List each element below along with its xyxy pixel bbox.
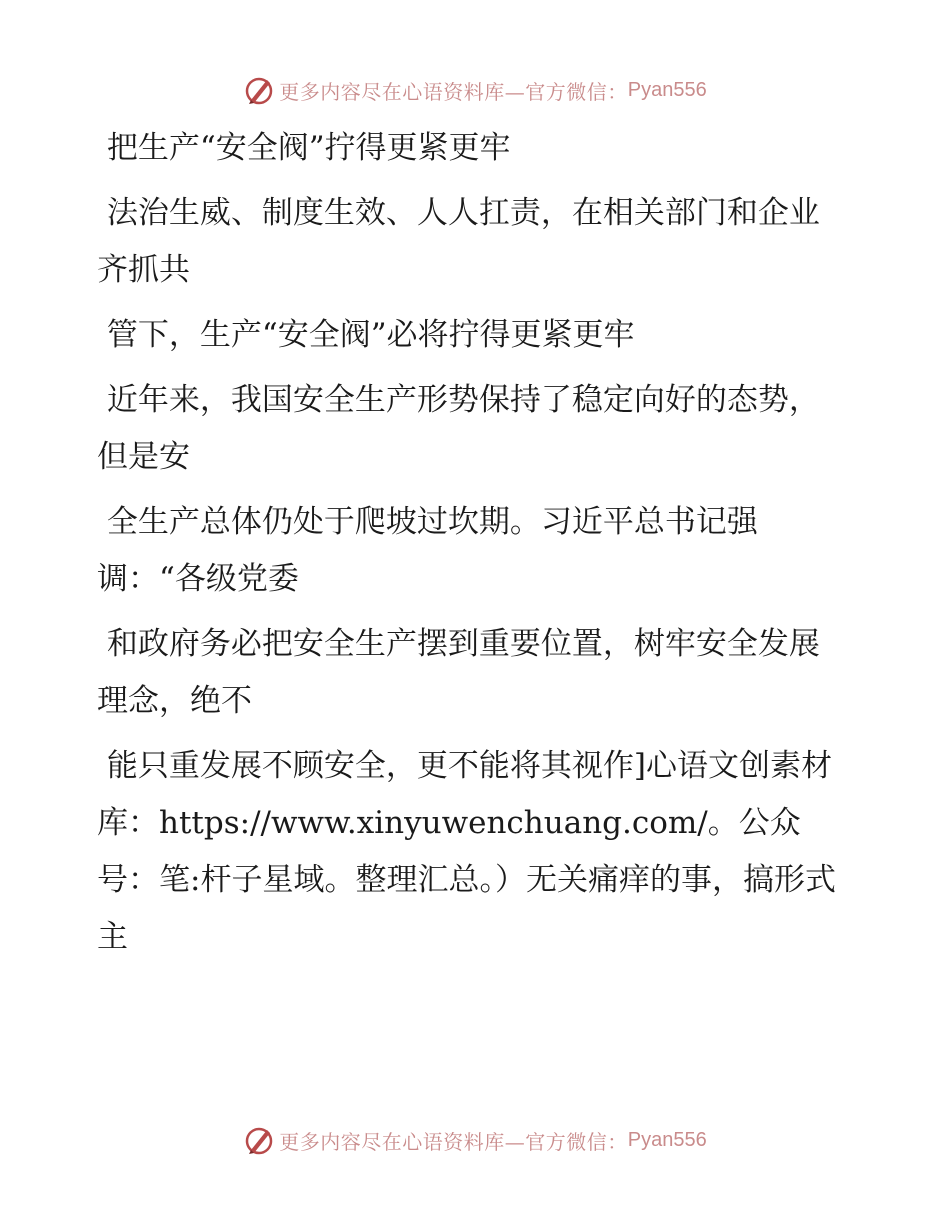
paragraph: 近年来，我国安全生产形势保持了稳定向好的态势，但是安 <box>97 382 820 475</box>
paragraph: 管下，生产“安全阀”必将拧得更紧更牢 <box>97 317 635 353</box>
header-banner-id: Pyan556 <box>627 78 707 101</box>
header-banner <box>0 70 950 110</box>
footer-banner-text: 更多内容尽在心语资料库—官方微信： <box>279 1129 628 1154</box>
paragraph: 把生产“安全阀”拧得更紧更牢 <box>97 130 511 166</box>
footer-banner <box>0 1120 950 1160</box>
header-banner-text: 更多内容尽在心语资料库—官方微信： <box>279 79 628 104</box>
paragraph: 法治生威、制度生效、人人扛责，在相关部门和企业齐抓共 <box>97 195 820 288</box>
pen-logo-icon <box>243 74 275 106</box>
pen-logo-icon <box>243 1124 275 1156</box>
paragraph: 全生产总体仍处于爬坡过坎期。习近平总书记强调：“各级党委 <box>97 504 758 597</box>
footer-banner-id: Pyan556 <box>627 1128 707 1151</box>
paragraph: 能只重发展不顾安全，更不能将其视作]心语文创素材库：https://www.xinyuwenchuang.com/。公众号：笔:杆子星域。整理汇总。）无关痛痒的事，搞形式主 <box>97 748 836 955</box>
document-body <box>97 120 837 974</box>
paragraph: 和政府务必把安全生产摆到重要位置，树牢安全发展理念，绝不 <box>97 626 820 719</box>
